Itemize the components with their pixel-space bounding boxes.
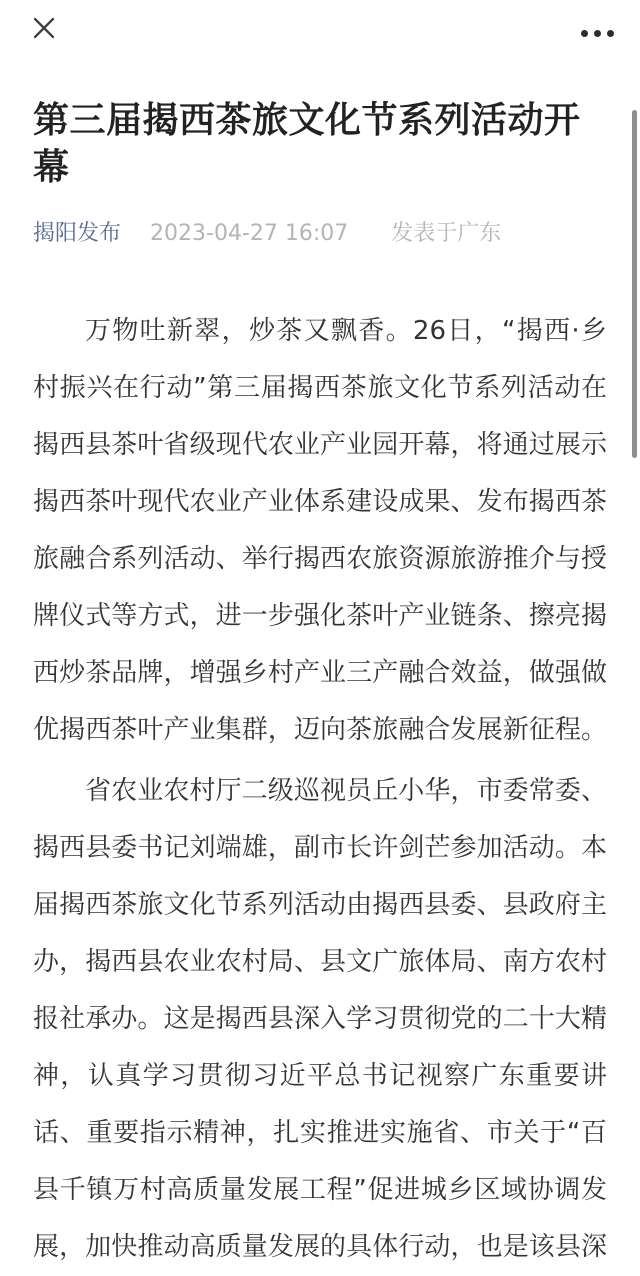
more-button[interactable] xyxy=(581,28,614,38)
body-line: 西炒茶品牌，增强乡村产业三产融合效益，做强做 xyxy=(33,658,607,688)
body-line: 旅融合系列活动、举行揭西农旅资源旅游推介与授 xyxy=(33,544,607,574)
article xyxy=(0,97,640,1276)
body-line: 揭西县茶叶省级现代农业产业园开幕，将通过展示 xyxy=(33,430,607,460)
body-line: 万物吐新翠，炒茶又飘香。26日，“揭西·乡 xyxy=(85,316,607,346)
body-line: 报社承办。这是揭西县深入学习贯彻党的二十大精 xyxy=(33,1004,607,1034)
body-line: 办，揭西县农业农村局、县文广旅体局、南方农村 xyxy=(33,947,607,977)
paragraph xyxy=(33,763,607,1276)
account-link[interactable]: 揭阳发布 xyxy=(33,221,122,246)
body-line: 话、重要指示精神，扎实推进实施省、市关于“百 xyxy=(33,1118,607,1148)
article-title: 第三届揭西茶旅文化节系列活动开幕 xyxy=(33,100,581,188)
body-line: 牌仪式等方式，进一步强化茶叶产业链条、擦亮揭 xyxy=(33,601,607,631)
publish-location: 发表于广东 xyxy=(391,221,502,246)
top-bar xyxy=(0,0,640,56)
close-button[interactable] xyxy=(30,14,58,42)
byline xyxy=(33,219,607,249)
article-body xyxy=(33,303,607,1276)
body-line: 揭西茶叶现代农业产业体系建设成果、发布揭西茶 xyxy=(33,487,607,517)
body-line: 展，加快推动高质量发展的具体行动，也是该县深 xyxy=(33,1232,607,1262)
more-icon xyxy=(581,30,614,37)
body-line: 省农业农村厅二级巡视员丘小华，市委常委、 xyxy=(85,776,607,806)
body-line: 届揭西茶旅文化节系列活动由揭西县委、县政府主 xyxy=(33,890,607,920)
body-line: 优揭西茶叶产业集群，迈向茶旅融合发展新征程。 xyxy=(33,715,607,745)
publish-datetime: 2023-04-27 16:07 xyxy=(150,221,349,246)
paragraph xyxy=(33,303,607,759)
body-line: 神，认真学习贯彻习近平总书记视察广东重要讲 xyxy=(33,1061,607,1091)
body-line: 村振兴在行动”第三届揭西茶旅文化节系列活动在 xyxy=(33,373,607,403)
scrollbar-thumb[interactable] xyxy=(632,110,637,458)
body-line: 县千镇万村高质量发展工程”促进城乡区域协调发 xyxy=(33,1175,607,1205)
body-line: 揭西县委书记刘端雄，副市长许剑芒参加活动。本 xyxy=(33,833,607,863)
close-icon xyxy=(32,16,56,40)
